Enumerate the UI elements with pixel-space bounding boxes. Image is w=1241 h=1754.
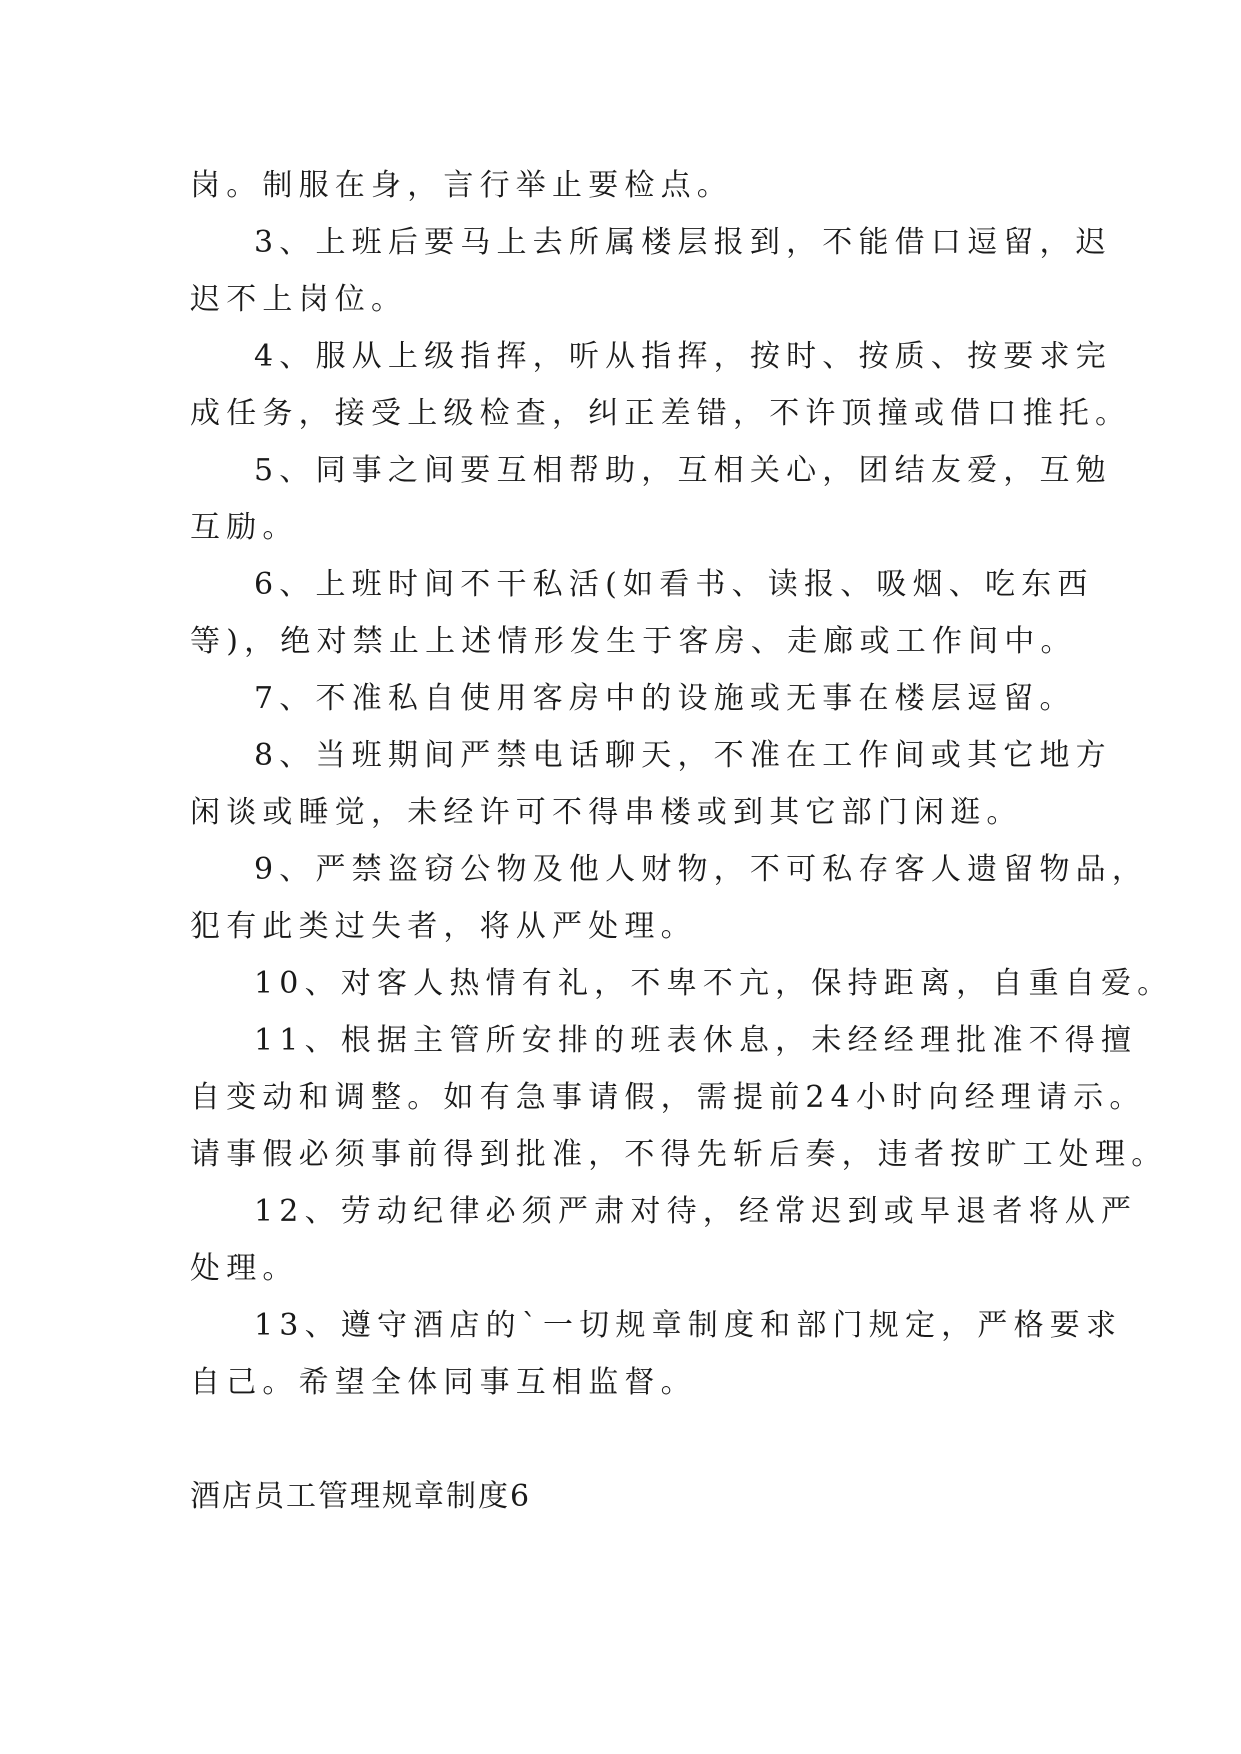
section-heading: 酒店员工管理规章制度6 [190,1479,532,1514]
paragraph-line: 迟不上岗位。 [190,282,408,317]
paragraph-line: 自己。希望全体同事互相监督。 [190,1365,697,1400]
paragraph-line: 自变动和调整。如有急事请假，需提前24小时向经理请示。 [190,1080,1146,1115]
paragraph-line: 9、严禁盗窃公物及他人财物，不可私存客人遗留物品， [254,852,1149,887]
paragraph-line: 请事假必须事前得到批准，不得先斩后奏，违者按旷工处理。 [190,1137,1168,1172]
paragraph-line: 等)，绝对禁止上述情形发生于客房、走廊或工作间中。 [190,624,1077,659]
paragraph-line: 犯有此类过失者，将从严处理。 [190,909,697,944]
paragraph-line: 13、遵守酒店的`一切规章制度和部门规定，严格要求 [254,1308,1123,1343]
paragraph-line: 4、服从上级指挥，听从指挥，按时、按质、按要求完 [254,339,1112,374]
paragraph-line: 互励。 [190,510,299,545]
paragraph-line: 5、同事之间要互相帮助，互相关心，团结友爱，互勉 [254,453,1112,488]
paragraph-line: 3、上班后要马上去所属楼层报到，不能借口逗留，迟 [254,225,1112,260]
paragraph-line: 闲谈或睡觉，未经许可不得串楼或到其它部门闲逛。 [190,795,1023,830]
paragraph-line: 7、不准私自使用客房中的设施或无事在楼层逗留。 [254,681,1076,716]
paragraph-line: 12、劳动纪律必须严肃对待，经常迟到或早退者将从严 [254,1194,1138,1229]
paragraph-line: 6、上班时间不干私活(如看书、读报、吸烟、吃东西 [254,567,1094,602]
paragraph-line: 11、根据主管所安排的班表休息，未经经理批准不得擅 [254,1023,1138,1058]
paragraph-line: 岗。制服在身，言行举止要检点。 [190,168,733,203]
paragraph-line: 8、当班期间严禁电话聊天，不准在工作间或其它地方 [254,738,1112,773]
paragraph-line: 成任务，接受上级检查，纠正差错，不许顶撞或借口推托。 [190,396,1132,431]
paragraph-line: 处理。 [190,1251,299,1286]
paragraph-line: 10、对客人热情有礼，不卑不亢，保持距离，自重自爱。 [254,966,1174,1001]
